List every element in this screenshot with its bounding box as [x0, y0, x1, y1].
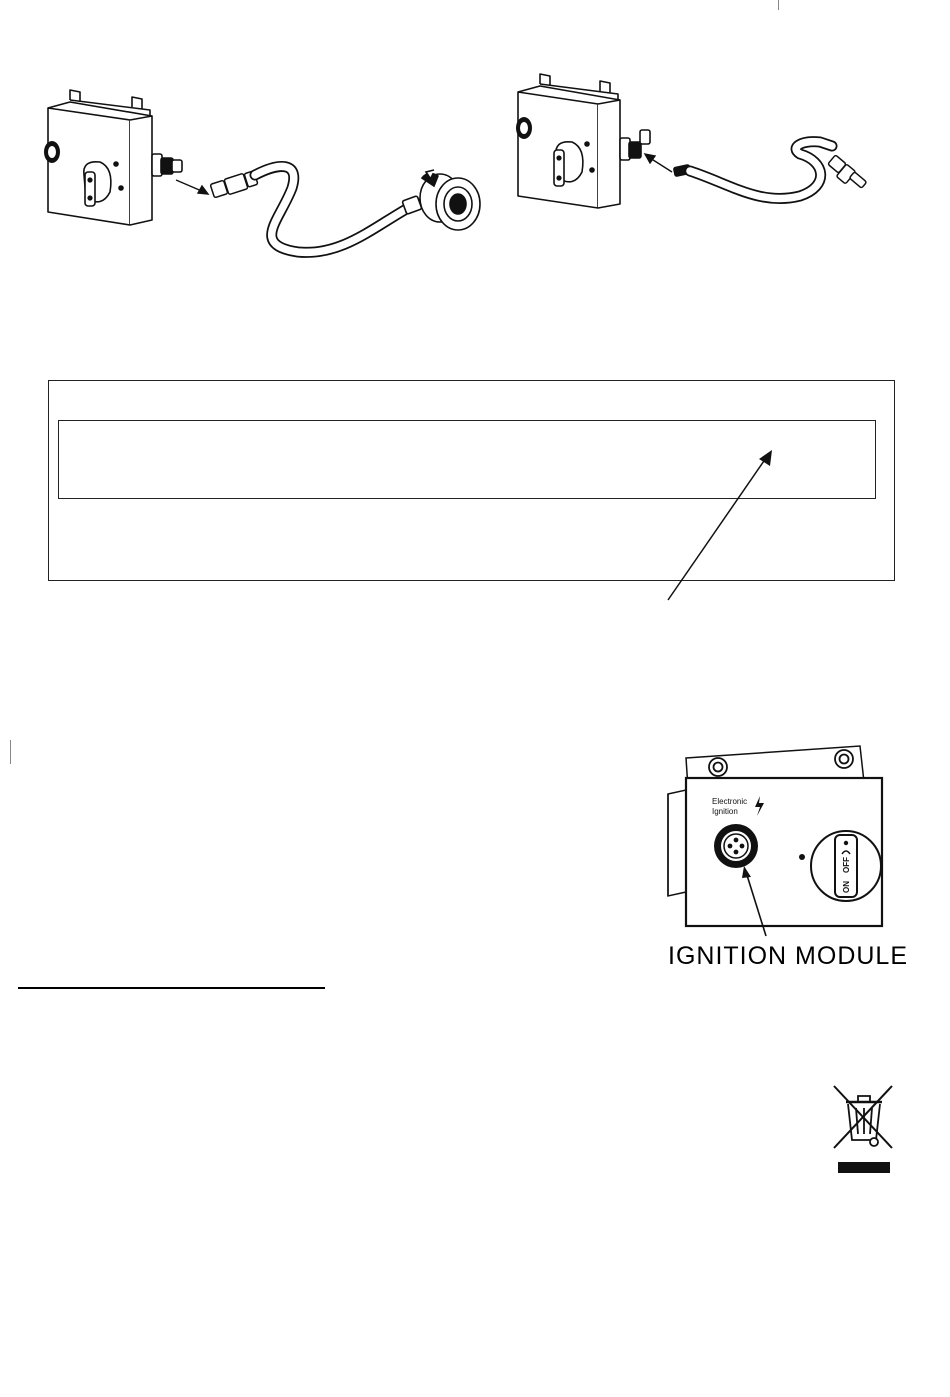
crop-mark	[778, 0, 779, 10]
pointer-arrow-icon	[660, 446, 780, 606]
hose-figure	[500, 66, 900, 236]
ignition-module-figure	[664, 742, 894, 942]
ignition-button-icon	[44, 141, 60, 163]
hose-nozzle-icon	[828, 155, 867, 188]
box-side	[598, 100, 620, 208]
ignition-module-label: IGNITION MODULE	[668, 942, 909, 970]
gas-regulator-icon	[402, 170, 480, 230]
margin-mark	[10, 740, 11, 764]
connect-arrow-icon	[645, 154, 672, 172]
ignition-button-icon	[516, 117, 532, 139]
ignition-button-icon	[714, 824, 758, 868]
connect-arrow-icon	[176, 180, 208, 194]
box-side	[130, 116, 152, 225]
regulator-hose-figure	[30, 80, 490, 270]
knob-off-label: OFF	[842, 857, 851, 873]
panel-label-line1: Electronic	[712, 797, 748, 806]
gas-inlet-icon	[152, 154, 182, 176]
section-underline	[18, 987, 325, 989]
panel-label-line2: Ignition	[712, 807, 738, 816]
weee-bin-icon	[832, 1084, 896, 1176]
knob-on-label: ON	[842, 881, 851, 893]
